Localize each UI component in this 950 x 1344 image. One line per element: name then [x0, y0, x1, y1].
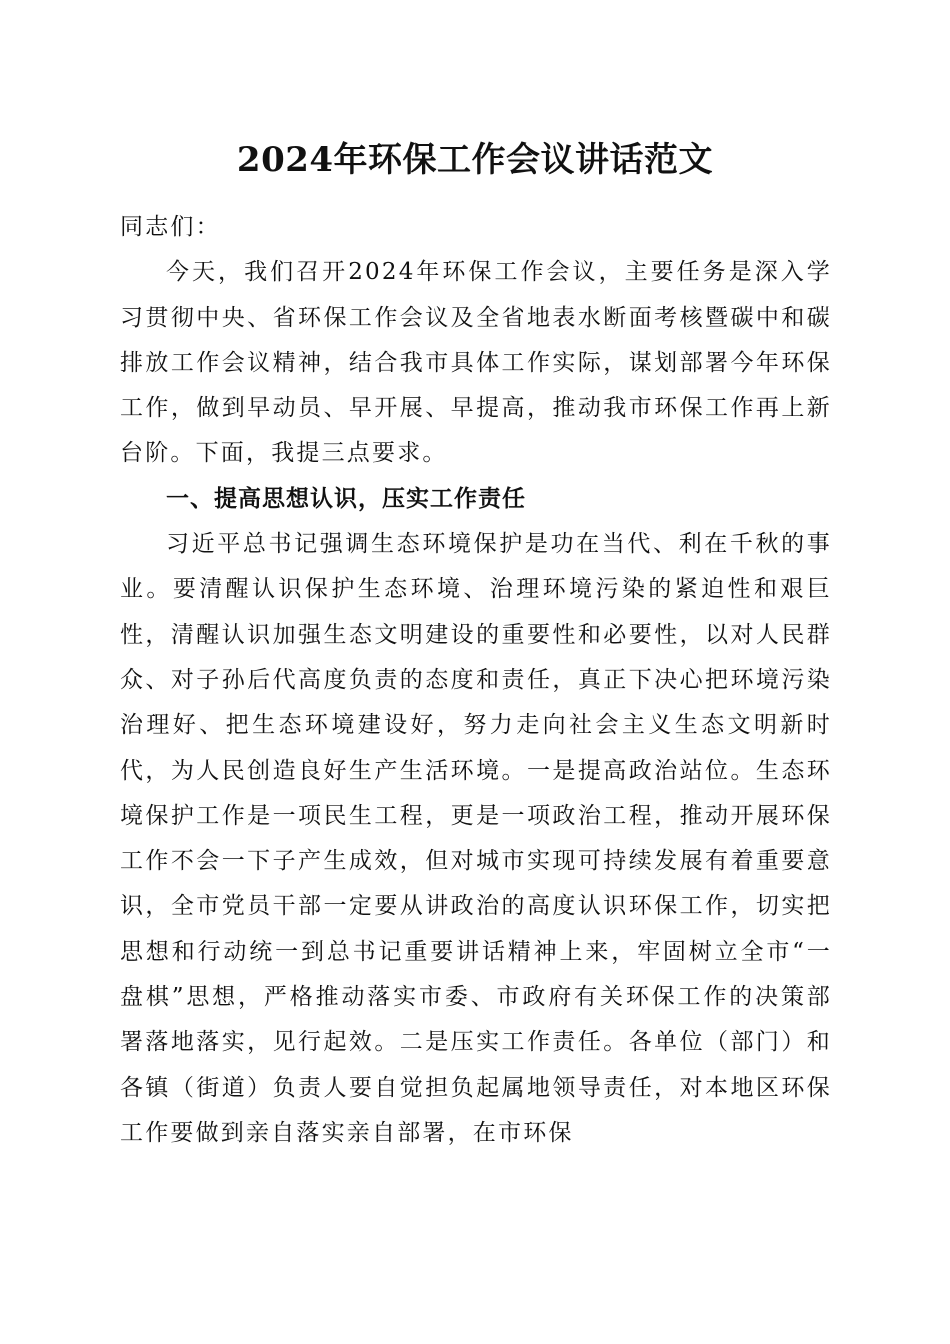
document-title: 2024年环保工作会议讲话范文: [236, 140, 714, 180]
salutation: 同志们：: [120, 214, 221, 240]
section-heading: 一、提高思想认识，压实工作责任: [166, 485, 526, 512]
section-paragraph: 习近平总书记强调生态环境保护是功在当代、利在千秋的事业。要清醒认识保护生态环境、治理环境污染的紧迫性和艰巨性，清醒认识加强生态文明建设的重要性和必要性，以对人民群众、对子孙后代高度负责的态度和责任，真正下决心把环境污染治理好、把生态环境建设好，努力走向社会主义生态文明新时代，为人民创造良好生产生活环境。一是提高政治站位。生态环境保护工作是一项民生工程，更是一项政治工程，推动开展环保工作不会一下子产生成效，但对城市实现可持续发展有着重要意识，全市党员干部一定要从讲政治的高度认识环保工作，切实把思想和行动统一到总书记重要讲话精神上来，牢固树立全市“一盘棋”思想，严格推动落实市委、市政府有关环保工作的决策部署落地落实，见行起效。二是压实工作责任。各单位（部门）和各镇（街道）负责人要自觉担负起属地领导责任，对本地区环保工作要做到亲自落实亲自部署，在市环保: [120, 531, 832, 1146]
document-body: [120, 205, 832, 1156]
intro-paragraph: 今天，我们召开2024年环保工作会议，主要任务是深入学习贯彻中央、省环保工作会议及全省地表水断面考核暨碳中和碳排放工作会议精神，结合我市具体工作实际，谋划部署今年环保工作，做到早动员、早开展、早提高，推动我市环保工作再上新台阶。下面，我提三点要求。: [120, 259, 832, 467]
